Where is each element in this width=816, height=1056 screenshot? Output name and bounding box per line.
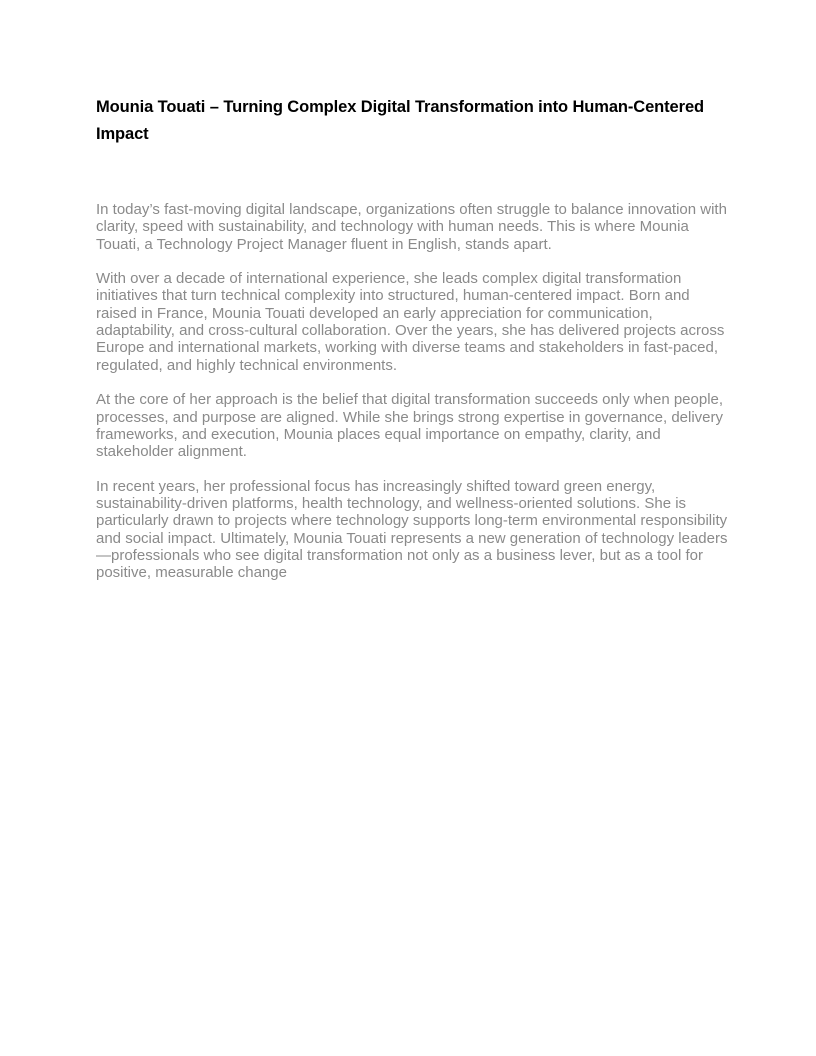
paragraph-intro: In today’s fast-moving digital landscape, organizations often struggle to balance innovation with clarity, speed with sustainability, and technology with human needs. This is where Mounia Touati, a Technology Project Manager fluent in English, stands apart.: [96, 201, 727, 253]
document-title: Mounia Touati – Turning Complex Digital Transformation into Human-Centered Impact: [96, 98, 705, 143]
document-body: [96, 201, 728, 582]
paragraph-approach: At the core of her approach is the belief that digital transformation succeeds only when people, processes, and purpose are aligned. While she brings strong expertise in governance, delivery frameworks, and execution, Mounia places equal importance on empathy, clarity, and stakeholder alignment.: [96, 391, 724, 461]
paragraph-focus: In recent years, her professional focus has increasingly shifted toward green energy, sustainability-driven platforms, health technology, and wellness-oriented solutions. She is particularly drawn to projects where technology supports long-term environmental responsibility and social impact. Ultimately, Mounia Touati represents a new generation of technology leaders—professionals who see digital transformation not only as a business lever, but as a tool for positive, measurable change: [96, 477, 728, 582]
paragraph-experience: With over a decade of international experience, she leads complex digital transformation initiatives that turn technical complexity into structured, human-centered impact. Born and raised in France, Mounia Touati developed an early appreciation for communication, adaptability, and cross-cultural collaboration. Over the years, she has delivered projects across Europe and international markets, working with diverse teams and stakeholders in fast-paced, regulated, and highly technical environments.: [96, 270, 725, 374]
